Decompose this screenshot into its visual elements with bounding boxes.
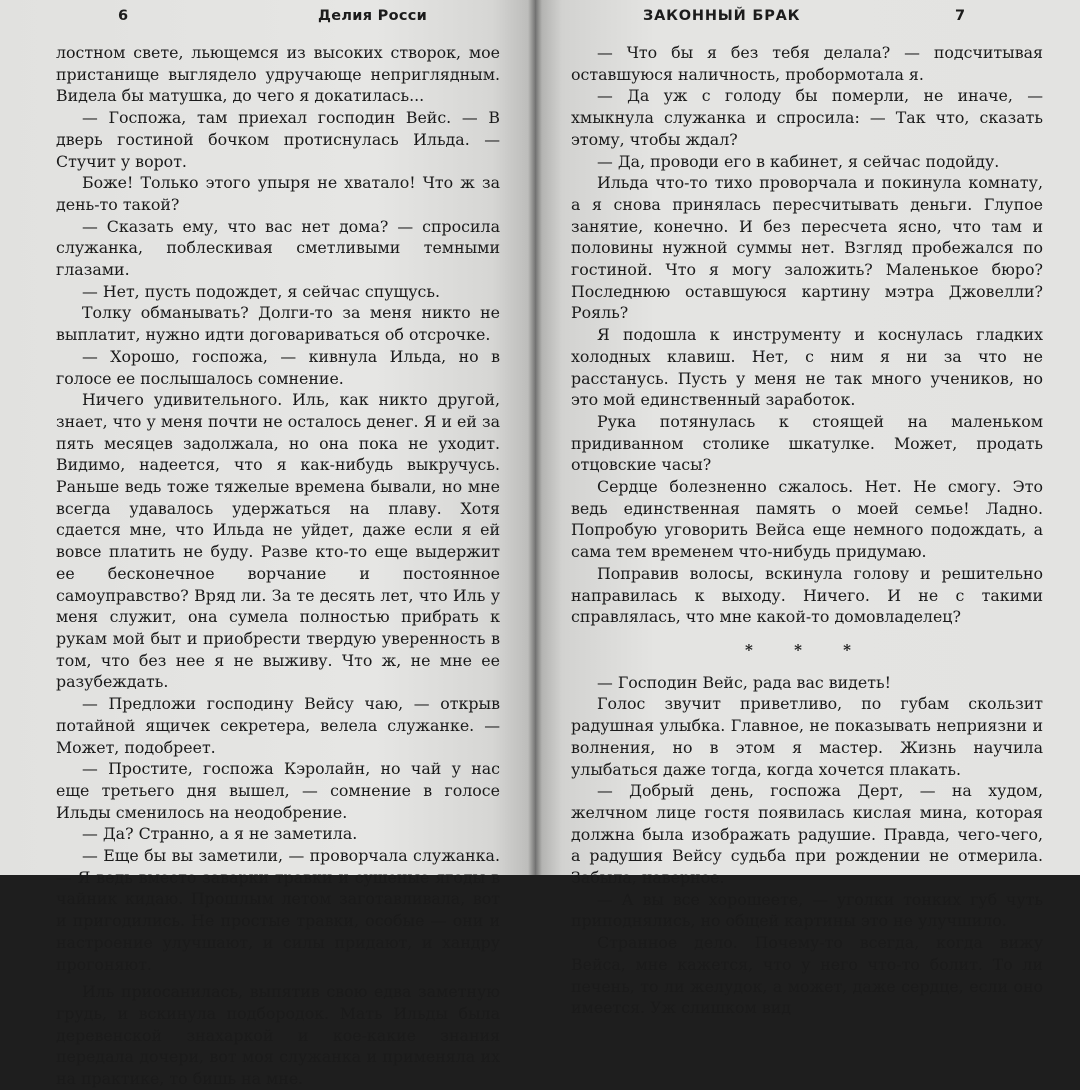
paragraph: — Нет, пусть подождет, я сейчас спущусь. (82, 281, 440, 301)
paragraph: Иль приосанилась, выпятив свою едва заметную грудь, и вскинула подбородок. Мать Ильды была деревенской знахаркой и кое-какие знания передала дочери, вот моя служанка и применяла их на практике, то бишь на мне. (56, 982, 500, 1089)
paragraph: Боже! Только этого упыря не хватало! Что ж за день-то такой? (56, 173, 500, 214)
left-page-text (56, 42, 500, 1090)
paragraph: лостном свете, льющемся из высоких створок, мое пристанище выглядело удручающе неприглядным. Видела бы матушка, до чего я докатилась... (56, 43, 500, 106)
paragraph: — А вы все хорошеете, — уголки тонких губ чуть приподнялись, но общей картины это не улучшило. (571, 889, 1043, 931)
paragraph: — Еще бы вы заметили, — проворчала служанка. — Я ведь вместо заварки травки и сушеные ягоды в чайник кидаю. Прошлым летом заготавливала, вот и пригодились. Не простые травки, особые — они и настроение улучшают, и силы придают, и хандру прогоняют. (56, 846, 500, 974)
paragraph: Поправив волосы, вскинула голову и решительно направилась к выходу. Ничего. И не с такими справлялась, что мне какой-то домовладелец? (571, 563, 1043, 627)
paragraph: Толку обманывать? Долги-то за меня никто не выплатит, нужно идти договариваться об отсрочке. (56, 303, 500, 345)
paragraph: — Простите, госпожа Кэролайн, но чай у нас еще третьего дня вышел, — сомнение в голосе Ильды сменилось на неодобрение. (56, 759, 500, 822)
paragraph: Ничего удивительного. Иль, как никто другой, знает, что у меня почти не осталось денег. Я и ей за пять месяцев задолжала, но она пока не уходит. Видимо, надеется, что я как-нибудь выкручусь. Раньше ведь тоже тяжелые времена бывали, но мне всегда удавалось удержаться на плаву. Хотя сдается мне, что Ильда не уйдет, даже если я ей вовсе платить не буду. Разве кто-то еще выдержит ее бесконечное ворчание и постоянное самоуправство? Вряд ли. За те десять лет, что Иль у меня служит, она сумела полностью прибрать к рукам мой быт и приобрести твердую уверенность в том, что без нее я не выживу. Что ж, не мне ее разубеждать. (56, 390, 500, 692)
paragraph: Голос звучит приветливо, по губам скользит радушная улыбка. Главное, не показывать неприязни и волнения, но в этом я мастер. Жизнь научила улыбаться даже тогда, когда хочется плакать. (571, 694, 1043, 779)
paragraph: — Господин Вейс, рада вас видеть! (597, 672, 891, 692)
paragraph: — Добрый день, госпожа Дерт, — на худом, желчном лице гостя появилась кислая мина, которая должна была изображать радушие. Правда, чего-чего, а радушия Вейсу судьба при рождении не отмерила. Забыла, наверное. (571, 781, 1043, 888)
page-number-left: 6 (118, 8, 129, 24)
section-break: * * * (745, 640, 869, 659)
right-page-text (571, 42, 1043, 1019)
paragraph: — Да уж с голоду бы померли, не иначе, — хмыкнула служанка и спросила: — Так что, сказать этому, чтобы ждал? (571, 86, 1043, 149)
paragraph: Ильда что-то тихо проворчала и покинула комнату, а я снова принялась пересчитывать деньги. Глупое занятие, конечно. И без пересчета ясно, что там и половины нужной суммы нет. Взгляд пробежался по гостиной. Что я могу заложить? Маленькое бюро? Последнюю оставшуюся картину мэтра Джовелли? Рояль? (571, 173, 1043, 323)
book-gutter (528, 0, 542, 875)
paragraph: — Сказать ему, что вас нет дома? — спросила служанка, поблескивая сметливыми темными глазами. (56, 216, 500, 280)
page-number-right: 7 (955, 8, 966, 24)
paragraph: — Госпожа, там приехал господин Вейс. — В дверь гостиной бочком протиснулась Ильда. — Стучит у ворот. (56, 108, 500, 171)
left-page (0, 0, 535, 1089)
paragraph: — Что бы я без тебя делала? — подсчитывая оставшуюся наличность, пробормотала я. (571, 43, 1043, 84)
running-head-title: ЗАКОННЫЙ БРАК (643, 8, 801, 24)
paragraph: — Да, проводи его в кабинет, я сейчас подойду. (597, 151, 1000, 171)
running-head-author: Делия Росси (318, 8, 428, 24)
paragraph: Сердце болезненно сжалось. Нет. Не смогу. Это ведь единственная память о моей семье! Ладно. Попробую уговорить Вейса еще немного подождать, а сама тем временем что-нибудь придумаю. (571, 477, 1043, 562)
right-page (535, 0, 1080, 1018)
paragraph: Я подошла к инструменту и коснулась гладких холодных клавиш. Нет, с ним я ни за что не расстанусь. Пусть у меня не так много учеников, но это мой единственный заработок. (571, 325, 1043, 410)
paragraph: Рука потянулась к стоящей на маленьком придиванном столике шкатулке. Может, продать отцовские часы? (571, 411, 1043, 475)
paragraph: Странное дело. Почему-то всегда, когда вижу Вейса, мне кажется, что у него что-то болит. То ли печень, то ли желудок, а может, даже сердце, если оно имеется. Уж слишком вид (571, 933, 1043, 1018)
paragraph: — Предложи господину Вейсу чаю, — открыв потайной ящичек секретера, велела служанке. — Может, подобреет. (56, 694, 500, 757)
paragraph: — Да? Странно, а я не заметила. (82, 824, 358, 844)
paragraph: — Хорошо, госпожа, — кивнула Ильда, но в голосе ее послышалось сомнение. (56, 346, 500, 388)
